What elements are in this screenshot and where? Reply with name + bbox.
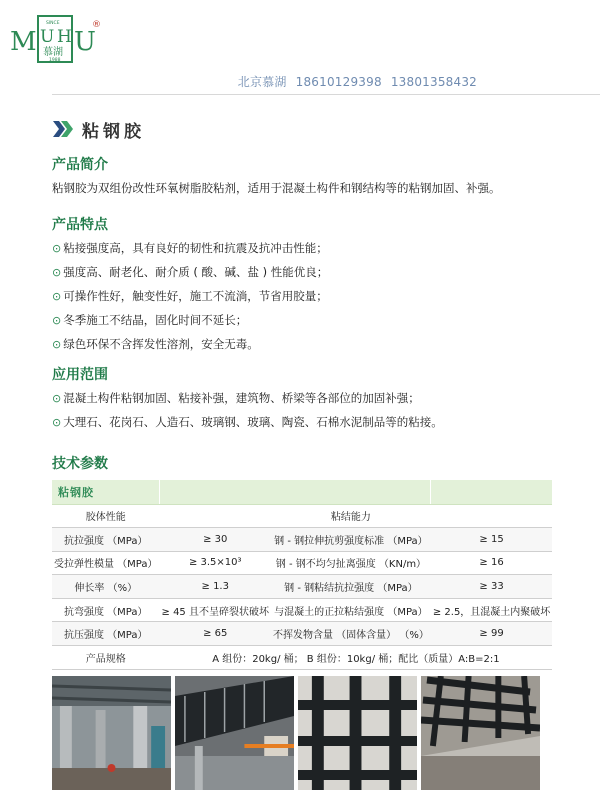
bullet-icon: ⊙ (52, 266, 62, 279)
header-divider (52, 94, 600, 95)
table-cell: 钢 - 钢粘结抗拉强度 （MPa） (271, 575, 431, 599)
construction-photo (52, 676, 171, 790)
bullet-icon: ⊙ (52, 338, 62, 351)
construction-photo (175, 676, 294, 790)
logo-letter-u2: U (74, 27, 96, 57)
table-row (52, 622, 552, 646)
table-cell: ≥ 30 (160, 528, 271, 552)
table-cell: ≥ 1.3 (160, 575, 271, 599)
table-cell: ≥ 33 (431, 575, 552, 599)
logo-name-cn: 慕湖 (43, 47, 63, 58)
table-cell: ≥ 45 且不呈碎裂状破坏 (160, 598, 271, 622)
feature-item: ⊙ 可操作性好，触变性好，施工不流淌，节省用胶量； (52, 289, 328, 303)
contact-info (238, 73, 482, 90)
logo-letter-h: H (57, 27, 72, 47)
table-cell: ≥ 99 (431, 622, 552, 646)
table-row (52, 575, 552, 599)
applications-heading: 应用范围 (52, 367, 108, 383)
spec-label-cell: 产品规格 (52, 646, 160, 670)
table-cell: 钢 - 钢拉伸抗剪强度标准 （MPa） (271, 528, 431, 552)
table-cell: ≥ 65 (160, 622, 271, 646)
table-cell: 抗拉强度 （MPa） (52, 528, 160, 552)
table-row (52, 504, 552, 528)
construction-photo (421, 676, 540, 790)
table-cell: 钢 - 钢不均匀扯离强度 （KN/m） (271, 551, 431, 575)
logo-registered-mark: ® (92, 20, 101, 30)
logo-letter-m: M (10, 27, 37, 57)
bullet-icon: ⊙ (52, 290, 62, 303)
intro-heading: 产品简介 (52, 157, 108, 173)
table-row (52, 551, 552, 575)
column-header-bond: 粘结能力 (271, 504, 431, 528)
specs-heading: 技术参数 (52, 456, 108, 472)
bullet-icon: ⊙ (52, 416, 62, 429)
table-cell: ≥ 2.5，且混凝土内聚破坏 (431, 598, 552, 622)
photo-strip (52, 676, 540, 790)
bullet-icon: ⊙ (52, 392, 62, 405)
table-cell: ≥ 16 (431, 551, 552, 575)
table-cell: 抗压强度 （MPa） (52, 622, 160, 646)
feature-item: ⊙ 冬季施工不结晶，固化时间不延长； (52, 313, 248, 327)
feature-item: ⊙ 强度高、耐老化、耐介质 ( 酸、碱、盐 ) 性能优良； (52, 265, 329, 279)
table-cell: 与混凝土的正拉粘结强度 （MPa） (271, 598, 431, 622)
logo-since: SINCE (46, 21, 60, 26)
spec-table (52, 480, 552, 670)
logo-graphic (8, 14, 104, 64)
table-row (52, 528, 552, 552)
table-cell: 受拉弹性模量 （MPa） (52, 551, 160, 575)
logo-year: 1988 (49, 58, 61, 63)
product-name-cell: 粘钢胶 (52, 480, 160, 504)
company-name: 北京慕湖 (237, 75, 287, 89)
table-header-row (52, 480, 552, 504)
company-logo (8, 14, 104, 64)
bullet-icon: ⊙ (52, 314, 62, 327)
application-item: ⊙ 大理石、花岗石、人造石、玻璃钢、玻璃、陶瓷、石棉水泥制品等的粘接。 (52, 415, 443, 429)
application-item: ⊙ 混凝土构件粘钢加固、粘接补强，建筑物、桥梁等各部位的加固补强； (52, 391, 420, 405)
spec-value-cell: A 组份：20kg/ 桶； B 组份：10kg/ 桶；配比（质量）A:B=2:1 (160, 646, 553, 670)
feature-item: ⊙ 绿色环保不含挥发性溶剂，安全无毒。 (52, 337, 259, 351)
feature-item: ⊙ 粘接强度高，具有良好的韧性和抗震及抗冲击性能； (52, 241, 328, 255)
table-cell: 伸长率 （%） (52, 575, 160, 599)
table-row (52, 646, 552, 670)
table-cell: 不挥发物含量 （固体含量） （%） (271, 622, 431, 646)
logo-letter-u1: U (40, 27, 55, 47)
table-cell: ≥ 3.5×10³ (160, 551, 271, 575)
phone-2: 13801358432 (390, 75, 477, 89)
page-title: 粘钢胶 (82, 121, 145, 142)
column-header-gel: 胶体性能 (52, 504, 160, 528)
table-row (52, 598, 552, 622)
table-cell: 抗弯强度 （MPa） (52, 598, 160, 622)
intro-text: 粘钢胶为双组份改性环氧树脂胶粘剂，适用于混凝土构件和钢结构等的粘钢加固、补强。 (52, 181, 501, 195)
page-title-row (52, 116, 145, 142)
table-cell: ≥ 15 (431, 528, 552, 552)
bullet-icon: ⊙ (52, 242, 62, 255)
construction-photo (298, 676, 417, 790)
features-heading: 产品特点 (52, 217, 108, 233)
double-chevron-icon (52, 118, 74, 140)
phone-1: 18610129398 (295, 75, 382, 89)
